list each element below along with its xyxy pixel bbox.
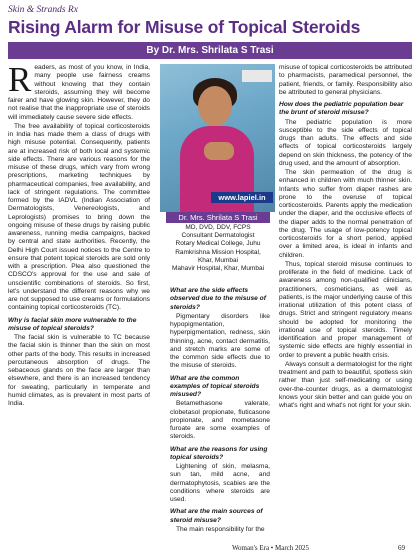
question-heading: What are the side effects observed due to the misuse of steroids? xyxy=(170,287,266,311)
byline: By Dr. Mrs. Shrilata S Trasi xyxy=(8,42,412,59)
section-label: Skin & Strands Rx xyxy=(8,5,78,15)
page-number: 69 xyxy=(398,544,405,552)
author-photo xyxy=(160,64,275,212)
column-3 xyxy=(279,64,412,411)
caption-line: Ramkrishna Mission Hospital, xyxy=(175,248,261,256)
magazine-issue: Woman's Era • March 2025 xyxy=(232,544,310,552)
article-headline: Rising Alarm for Misuse of Topical Steroids xyxy=(8,17,361,37)
caption-line: MD, DVD, DDV, FCPS xyxy=(185,224,251,231)
photo-background-sign xyxy=(242,70,272,82)
caption-line: Mahavir Hospital, Khar, Mumbai xyxy=(171,265,265,273)
question-heading: Why is facial skin more vulnerable to the misuse of topical steroids? xyxy=(8,316,137,332)
paragraph: The skin permeation of the drug is enhanced in children with much thinner skin. Infants who suffer from diaper rashes are prone to the overuse of topical corticosteroids. Parents apply the medication under the diaper, and the occlusive effects of the diaper adds to the normal penetration of the drug. The usage of low-potency topical corticosteroids for a short period, applied over a limited area, is ideal in infants and children. xyxy=(279,169,412,259)
paragraph: Thus, topical steroid misuse continues to proliferate in the field of medicine. Lack of awareness among non-qualified clinicians, practitioners, cosmeticians, as well as patients, is the major underlying cause of this irrational utilization of this potent class of drugs. Strict and stringent regulatory means should be adopted for monitoring the irrational use of topical steroids. Timely identification and proper management of systemic side effects are highly essential in order to prevent a public health crisis. xyxy=(279,260,412,359)
photo-figure-head xyxy=(198,86,232,126)
drop-cap: R xyxy=(8,60,32,99)
paragraph: The pediatric population is more susceptible to the side effects of topical drugs than adults. The effects and side effects of topical corticosteroids largely depend on skin thickness, the potency of the drug used, and the amount of absorption. xyxy=(279,118,412,167)
paragraph: Betamethasone valerate, clobetasol propionate, fluticasone propionate, and mometasone furoate are some examples of steroids. xyxy=(170,400,270,441)
paragraph: The free availability of topical corticosteroids in India has made them a class of drugs with high misuse potential. Consequently, patients are at increased risk of both local and systemic side effects. There are various reasons for the misuse of these drugs, which vary from wrong prescriptions, marketing techniques by pharmaceutical companies, free availability, and lack of stringent regulations. The committee formed by the IADVL (Indian Association of Dermatologists, Venereologists, and Leprologists) promises to bring down the ongoing misuse of these drugs by raising public awareness, running media campaigns, backed by central and state authorities. Recently, the Delhi High Court issued notices to the Centre to ensure that potent topical steroids are sold only with a prescription. Plea also questioned the CDSCO's approval for the use and sale of unscientific combinations of steroids. So first, let's understand the different reasons why we are not supposed to use creams or formulations containing topical corticosteroids (TC). xyxy=(8,122,150,312)
caption-line: Consultant Dermatologist xyxy=(181,232,255,240)
column-2 xyxy=(170,283,270,535)
question-heading: What are the main sources of steroid misuse? xyxy=(170,508,263,524)
paragraph: Pigmentary disorders like hypopigmentation, hyperpigmentation, redness, skin thinning, acne, contact dermatitis, and stretch marks are some of the common side effects due to the misuse of steroids. xyxy=(170,312,270,370)
photo-caption-name: Dr. Mrs. Shrilata S Trasi xyxy=(166,212,270,223)
intro-text: eaders, as most of you know, in India, many people use fairness creams without knowing that they contain steroids, assuming they will become fairer and have glowing skin. However, they do not realise that the inappropriate use of steroids will immediately cause severe side effects. xyxy=(8,64,150,121)
paragraph: Always consult a dermatologist for the right treatment and path to beautiful, spotless skin rather than just self-medicating or using over-the-counter drugs, as a dermatologist knows your skin better and can guide you on what's right and what's not right for your skin. xyxy=(279,360,412,409)
question-heading: What are the common examples of topical steroids misused? xyxy=(170,374,260,398)
paragraph: The facial skin is vulnerable to TC because the facial skin is thinner than the skin on most other parts of the body. This results in increased percutaneous absorption of drugs. The sebaceous glands on the face are larger than elsewhere, and there is an increased tendency for sweating, particularly in temperate and humid climates, as is prevalent in most parts of India. xyxy=(8,334,150,407)
intro-paragraph xyxy=(8,60,150,122)
website-tag: www.lapiel.in xyxy=(211,192,273,203)
photo-figure-arms xyxy=(204,142,234,160)
paragraph: misuse of topical corticosteroids be attributed to pharmacists, paramedical personnel, the patient, friends, or family. Responsibility also be attributed to general physicians. xyxy=(279,64,412,96)
paragraph: Lightening of skin, melasma, sun tan, mild acne, and dermatophytosis, scabies are the conditions where steroids are used. xyxy=(170,463,270,503)
photo-caption-credentials xyxy=(158,224,278,273)
question-heading: How does the pediatric population bear the brunt of steroid misuse? xyxy=(279,101,404,117)
caption-line: Khar, Mumbai xyxy=(197,256,239,264)
question-heading: What are the reasons for using topical steroids? xyxy=(170,445,268,461)
column-1 xyxy=(8,60,150,409)
paragraph: The main responsibility for the xyxy=(176,525,265,533)
caption-line: Rotary Medical College, Juhu xyxy=(175,240,261,248)
